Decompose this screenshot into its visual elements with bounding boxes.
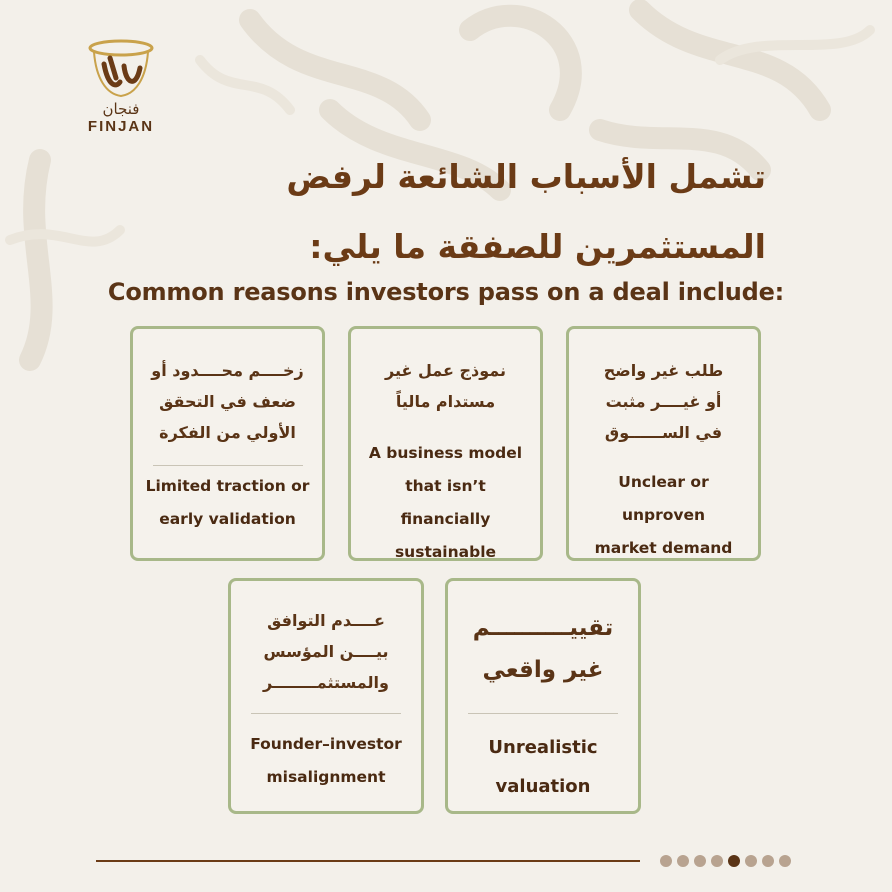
card-arabic-line: زخــــم محــــدود أو	[151, 361, 304, 380]
reason-card-business-model	[348, 326, 543, 561]
pagination-dot[interactable]	[762, 855, 774, 867]
card-english-line: that isn’t financially	[400, 477, 491, 528]
reason-card-founder-investor-misalignment	[228, 578, 424, 814]
card-arabic-line: أو غيــــر مثبت	[605, 392, 722, 411]
card-english-line: Limited traction or	[145, 477, 310, 495]
card-english-line: valuation	[495, 776, 591, 797]
card-arabic-line: تقييــــــــــم	[472, 615, 614, 641]
pagination-dot[interactable]	[660, 855, 672, 867]
card-arabic-line: نموذج عمل غير	[385, 361, 506, 380]
card-arabic-line: ضعف في التحقق	[159, 392, 296, 411]
cup-icon	[86, 38, 156, 100]
card-arabic-line: والمستثمــــــــر	[263, 673, 389, 692]
card-arabic-line: غير واقعي	[482, 657, 604, 683]
pagination-dot[interactable]	[711, 855, 723, 867]
pagination-dot[interactable]	[694, 855, 706, 867]
card-arabic-line: طلب غير واضح	[603, 361, 724, 380]
card-english-line: sustainable	[394, 543, 497, 561]
card-arabic-line: مستدام مالياً	[395, 392, 496, 411]
card-arabic-line: في الســــــوق	[604, 423, 723, 442]
reason-card-unclear-demand	[566, 326, 761, 561]
card-english-line: Unrealistic	[488, 737, 598, 758]
card-arabic-line: بيــــن المؤسس	[263, 642, 389, 661]
carousel-pagination[interactable]	[660, 855, 791, 867]
card-arabic-text	[463, 607, 623, 691]
arabic-title	[246, 142, 766, 282]
card-english-line: misalignment	[266, 768, 386, 786]
pagination-dot[interactable]	[677, 855, 689, 867]
card-divider	[153, 465, 303, 466]
card-english-text	[463, 728, 623, 806]
finjan-logo	[78, 38, 164, 138]
pagination-dot[interactable]	[728, 855, 740, 867]
pagination-dot[interactable]	[745, 855, 757, 867]
card-divider	[251, 713, 401, 714]
logo-latin-text: FINJAN	[87, 118, 155, 135]
english-title: Common reasons investors pass on a deal include:	[107, 278, 785, 306]
footer-divider-line	[96, 860, 640, 862]
logo-arabic-text: فنجان	[102, 100, 140, 118]
card-english-line: Unclear or unproven	[618, 473, 709, 524]
card-english-text	[239, 728, 414, 794]
reason-card-limited-traction	[130, 326, 325, 561]
arabic-title-line-2: المستثمرين للصفقة ما يلي:	[309, 227, 766, 266]
card-arabic-text	[246, 605, 406, 701]
card-english-text	[140, 470, 315, 536]
reason-card-unrealistic-valuation	[445, 578, 641, 814]
card-divider	[468, 713, 618, 714]
card-english-text	[358, 437, 533, 569]
card-arabic-text	[366, 355, 526, 417]
card-arabic-line: عــــدم التوافق	[267, 611, 385, 630]
card-arabic-text	[584, 355, 744, 448]
pagination-dot[interactable]	[779, 855, 791, 867]
card-english-text	[576, 466, 751, 565]
card-english-line: Founder–investor	[250, 735, 402, 753]
card-arabic-text	[148, 355, 308, 451]
card-english-line: A business model	[368, 444, 523, 462]
card-english-line: early validation	[159, 510, 296, 528]
arabic-title-line-1: تشمل الأسباب الشائعة لرفض	[286, 157, 766, 196]
card-english-line: market demand	[594, 539, 733, 557]
card-arabic-line: الأولي من الفكرة	[159, 423, 296, 442]
